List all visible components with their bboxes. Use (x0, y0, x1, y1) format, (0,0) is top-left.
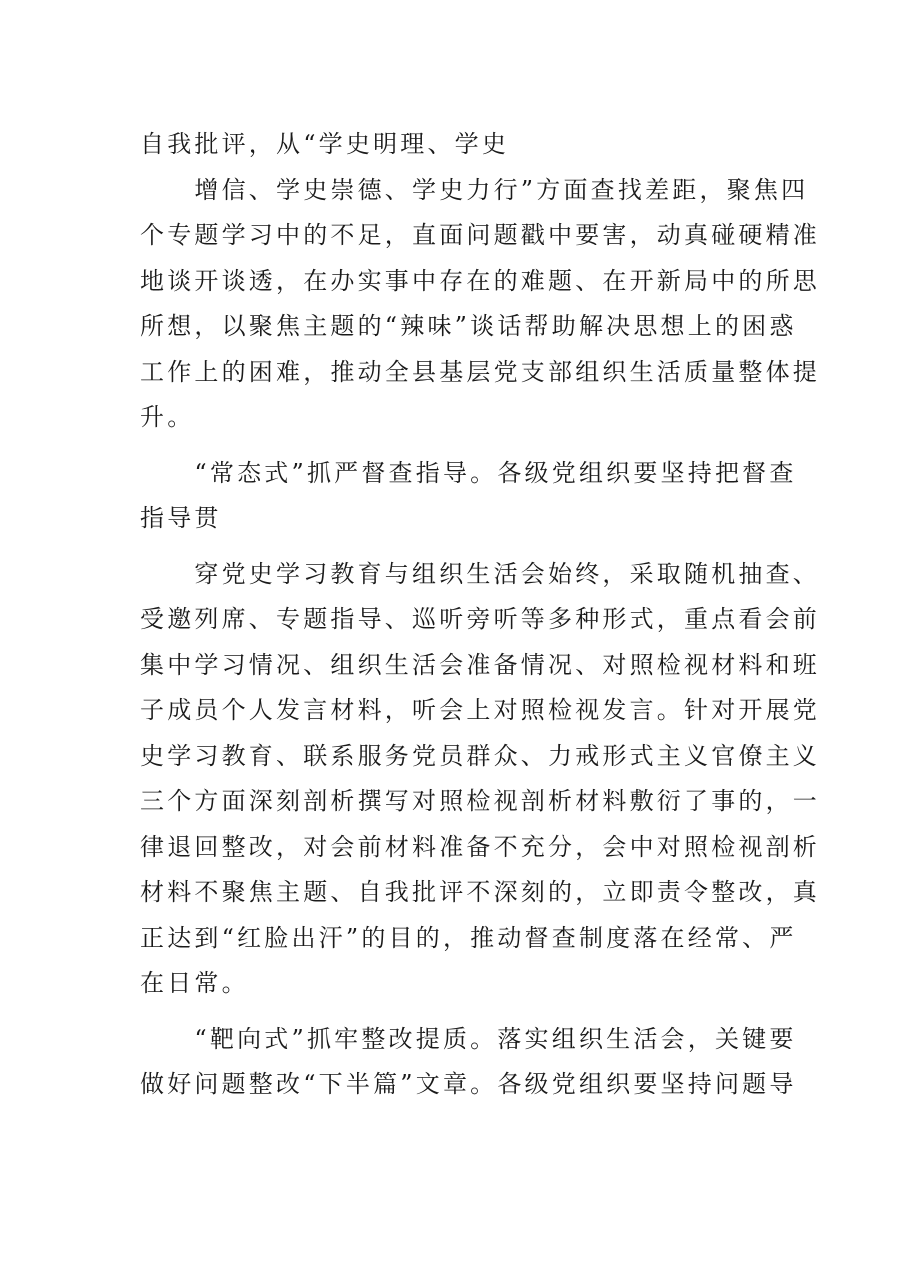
document-body (140, 122, 820, 1108)
text-line: 史学习教育、联系服务党员群众、力戒形式主义官僚主义 (140, 741, 820, 770)
text-line: 子成员个人发言材料，听会上对照检视发言。针对开展党 (140, 696, 820, 724)
text-line: 指导贯 (140, 504, 222, 532)
text-line: “靶向式”抓牢整改提质。落实组织生活会，关键要 (140, 1024, 797, 1053)
text-line: 受邀列席、专题指导、巡听旁听等多种形式，重点看会前 (140, 605, 820, 633)
text-line: 增信、学史崇德、学史力行”方面查找差距，聚焦四 (140, 175, 809, 204)
text-line: “常态式”抓严督查指导。各级党组织要坚持把督查 (140, 458, 797, 487)
text-line: 升。 (140, 403, 195, 431)
text-line: 正达到“红脸出汗”的目的，推动督查制度落在经常、严 (140, 923, 797, 952)
text-line: 所想，以聚焦主题的“辣味”谈话帮助解决思想上的困惑 (140, 312, 797, 340)
text-line: 自我批评，从“学史明理、学史 (140, 130, 510, 158)
text-line: 地谈开谈透，在办实事中存在的难题、在开新局中的所思 (140, 266, 820, 295)
text-line: 穿党史学习教育与组织生活会始终，采取随机抽查、 (140, 559, 820, 588)
text-line: 集中学习情况、组织生活会准备情况、对照检视材料和班 (140, 650, 820, 679)
text-line: 材料不聚焦主题、自我批评不深刻的，立即责令整改，真 (140, 878, 820, 906)
text-line: 三个方面深刻剖析撰写对照检视剖析材料敷衍了事的，一 (140, 787, 820, 815)
text-line: 个专题学习中的不足，直面问题戳中要害，动真碰硬精准 (140, 221, 820, 249)
text-line: 工作上的困难，推动全县基层党支部组织生活质量整体提 (140, 357, 820, 386)
text-line: 在日常。 (140, 969, 249, 997)
text-line: 做好问题整改“下半篇”文章。各级党组织要坚持问题导 (140, 1070, 797, 1098)
text-line: 律退回整改，对会前材料准备不充分，会中对照检视剖析 (140, 832, 820, 861)
